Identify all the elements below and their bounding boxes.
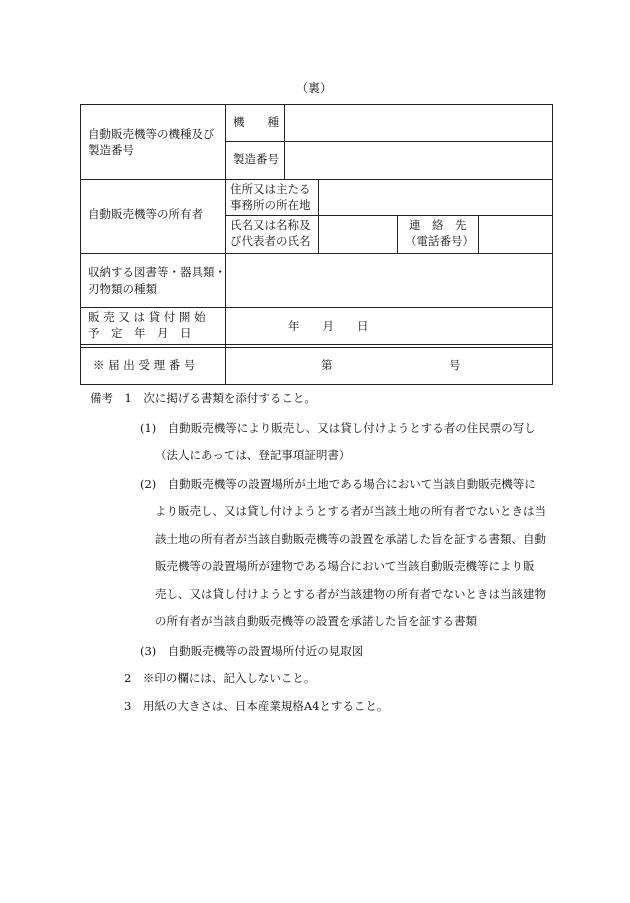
note-2-line6: の所有者が当該自動販売機等の設置を承諾した旨を証する書類 (155, 614, 477, 628)
row-separator-3 (80, 307, 552, 308)
table-bottom-border (80, 384, 552, 385)
kishu-label: 機 種 (233, 115, 279, 129)
serial-number-field[interactable] (285, 142, 551, 178)
receipt-number-prefix: 第 (321, 358, 333, 372)
machine-model-label-line2: 製造番号 (88, 143, 134, 157)
serial-number-label: 製造番号 (233, 152, 279, 166)
note-1-line2: （法人にあっては、登記事項証明書） (155, 448, 351, 462)
contact-label-line1: 連 絡 先 (409, 218, 467, 232)
label-column-divider (225, 104, 226, 385)
start-date-value[interactable]: 年 月 日 (288, 319, 369, 333)
notes-heading: 備考 1 次に掲げる書類を添付すること。 (90, 391, 316, 405)
name-field[interactable] (319, 216, 396, 252)
contact-divider-left (397, 215, 398, 253)
note-2-line2: より販売し、又は貸し付けようとする者が当該土地の所有者でないときは当 (155, 504, 546, 518)
address-label-line1: 住所又は主たる (230, 182, 311, 196)
row-separator-4b (80, 347, 552, 348)
note-item-3: 3 用紙の大きさは、日本産業規格A4とすること。 (124, 699, 389, 713)
item-types-label-line1: 収納する図書等・器具類・ (88, 265, 226, 279)
address-field[interactable] (319, 180, 551, 214)
note-2-line1: (2) 自動販売機等の設置場所が土地である場合において当該自動販売機等に (140, 477, 536, 491)
address-label-line2: 事務所の所在地 (230, 198, 311, 212)
kishu-field[interactable] (285, 105, 551, 140)
receipt-number-suffix: 号 (449, 358, 461, 372)
owner-label: 自動販売機等の所有者 (88, 207, 203, 221)
name-label-line2: び代表者の氏名 (230, 234, 311, 248)
note-2-line5: 売し、又は貸し付けようとする者が当該建物の所有者でないときは当該建物 (155, 587, 546, 601)
note-2-line4: 販売機等の設置場所が建物である場合において当該自動販売機等により販 (155, 559, 535, 573)
contact-label-line2: （電話番号） (405, 234, 474, 248)
machine-model-label-line1: 自動販売機等の機種及び (88, 127, 215, 141)
table-right-border (552, 104, 553, 385)
note-item-2: 2 ※印の欄には、記入しないこと。 (124, 671, 316, 685)
item-types-field[interactable] (226, 254, 551, 306)
start-date-label-line2: 予 定 年 月 日 (88, 326, 192, 340)
name-label-line1: 氏名又は名称及 (230, 218, 311, 232)
receipt-number-label: ※ 届 出 受 理 番 号 (93, 358, 196, 372)
note-3: (3) 自動販売機等の設置場所付近の見取図 (140, 644, 364, 658)
page-side-label: （裏） (296, 81, 333, 95)
start-date-label-line1: 販 売 又 は 貸 付 開 始 (88, 310, 206, 324)
note-2-line3: 該土地の所有者が当該自動販売機等の設置を承諾した旨を証する書類、自動 (155, 532, 546, 546)
table-left-border (80, 104, 81, 385)
note-1-line1: (1) 自動販売機等により販売し、又は貸し付けようとする者の住民票の写し (140, 421, 536, 435)
item-types-label-line2: 刃物類の種類 (88, 282, 157, 296)
phone-field[interactable] (479, 216, 551, 252)
row-separator-4a (80, 344, 552, 345)
